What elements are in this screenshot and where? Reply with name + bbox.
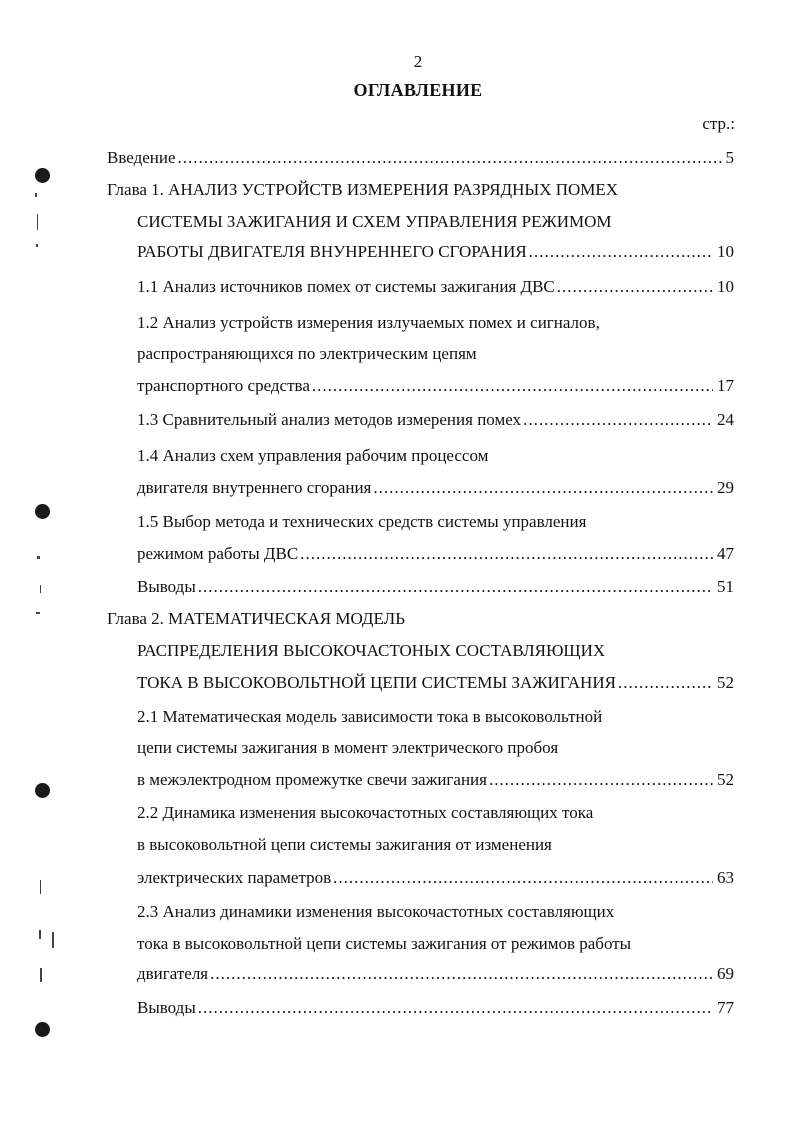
- toc-entry: транспортного средства ..... 17: [137, 374, 734, 398]
- toc-page-number: 17: [717, 376, 734, 395]
- toc-page-number: 52: [717, 770, 734, 789]
- toc-page-number: 77: [717, 998, 734, 1017]
- toc-entry: 2.2 Динамика изменения высокочастотных составляющих тока: [137, 803, 594, 822]
- toc-entry: двигателя внутреннего сгорания ..... 29: [137, 476, 734, 500]
- toc-page-number: 51: [717, 577, 734, 596]
- toc-page-number: 29: [717, 478, 734, 497]
- toc-entry: СИСТЕМЫ ЗАЖИГАНИЯ И СХЕМ УПРАВЛЕНИЯ РЕЖИМОМ: [137, 212, 612, 231]
- toc-entry: Введение ..... 5: [107, 146, 734, 170]
- toc-entry: режимом работы ДВС ..... 47: [137, 542, 734, 566]
- toc-page-number: 10: [717, 277, 734, 296]
- scan-speck: [37, 556, 40, 559]
- toc-entry: тока в высоковольтной цепи системы зажигания от режимов работы: [137, 934, 632, 953]
- pages-column-label: стр.:: [702, 114, 735, 133]
- toc-page-number: 10: [717, 242, 734, 261]
- scan-speck: [36, 244, 38, 247]
- toc-page-number: 5: [725, 148, 734, 167]
- scan-speck: [37, 214, 38, 230]
- toc-entry: в высоковольтной цепи системы зажигания от изменения: [137, 835, 552, 854]
- toc-entry: Выводы ..... 51: [137, 575, 734, 599]
- toc-page-number: 69: [717, 964, 734, 983]
- scan-speck: [52, 932, 54, 948]
- toc-entry: 2.1 Математическая модель зависимости тока в высоковольтной: [137, 707, 603, 726]
- page-number: 2: [413, 52, 423, 71]
- punch-hole-icon: [35, 168, 50, 183]
- scan-speck: [35, 193, 37, 197]
- scan-speck: [36, 612, 40, 614]
- scan-speck: [39, 930, 41, 939]
- toc-page-number: 63: [717, 868, 734, 887]
- scan-speck: [40, 968, 42, 982]
- toc-entry: 1.4 Анализ схем управления рабочим процессом: [137, 446, 489, 465]
- toc-entry: Выводы ..... 77: [137, 996, 734, 1020]
- toc-entry: ТОКА В ВЫСОКОВОЛЬТНОЙ ЦЕПИ СИСТЕМЫ ЗАЖИГАНИЯ ..... 52: [137, 671, 734, 695]
- toc-entry: РАСПРЕДЕЛЕНИЯ ВЫСОКОЧАСТОНЫХ СОСТАВЛЯЮЩИХ: [137, 641, 606, 660]
- toc-entry: в межэлектродном промежутке свечи зажигания ..... 52: [137, 768, 734, 792]
- punch-hole-icon: [35, 1022, 50, 1037]
- toc-title: ОГЛАВЛЕНИЕ: [353, 80, 483, 100]
- toc-entry: 1.2 Анализ устройств измерения излучаемых помех и сигналов,: [137, 313, 600, 332]
- toc-page-number: 24: [717, 410, 734, 429]
- toc-page-number: 52: [717, 673, 734, 692]
- toc-entry: 1.1 Анализ источников помех от системы зажигания ДВС ..... 10: [137, 275, 734, 299]
- toc-entry: Глава 1. АНАЛИЗ УСТРОЙСТВ ИЗМЕРЕНИЯ РАЗРЯДНЫХ ПОМЕХ: [107, 180, 619, 199]
- punch-hole-icon: [35, 504, 50, 519]
- toc-entry: электрических параметров ..... 63: [137, 866, 734, 890]
- toc-entry: Глава 2. МАТЕМАТИЧЕСКАЯ МОДЕЛЬ: [107, 609, 405, 628]
- toc-entry: цепи системы зажигания в момент электрического пробоя: [137, 738, 559, 757]
- scan-speck: [40, 585, 41, 593]
- toc-page-number: 47: [717, 544, 734, 563]
- scan-speck: [40, 880, 41, 894]
- toc-entry: 1.3 Сравнительный анализ методов измерения помех ..... 24: [137, 408, 734, 432]
- toc-entry: РАБОТЫ ДВИГАТЕЛЯ ВНУНРЕННЕГО СГОРАНИЯ ..... 10: [137, 240, 734, 264]
- toc-entry: 1.5 Выбор метода и технических средств системы управления: [137, 512, 587, 531]
- punch-hole-icon: [35, 783, 50, 798]
- toc-entry: распространяющихся по электрическим цепям: [137, 344, 477, 363]
- toc-entry: 2.3 Анализ динамики изменения высокочастотных составляющих: [137, 902, 615, 921]
- toc-entry: двигателя ..... 69: [137, 962, 734, 986]
